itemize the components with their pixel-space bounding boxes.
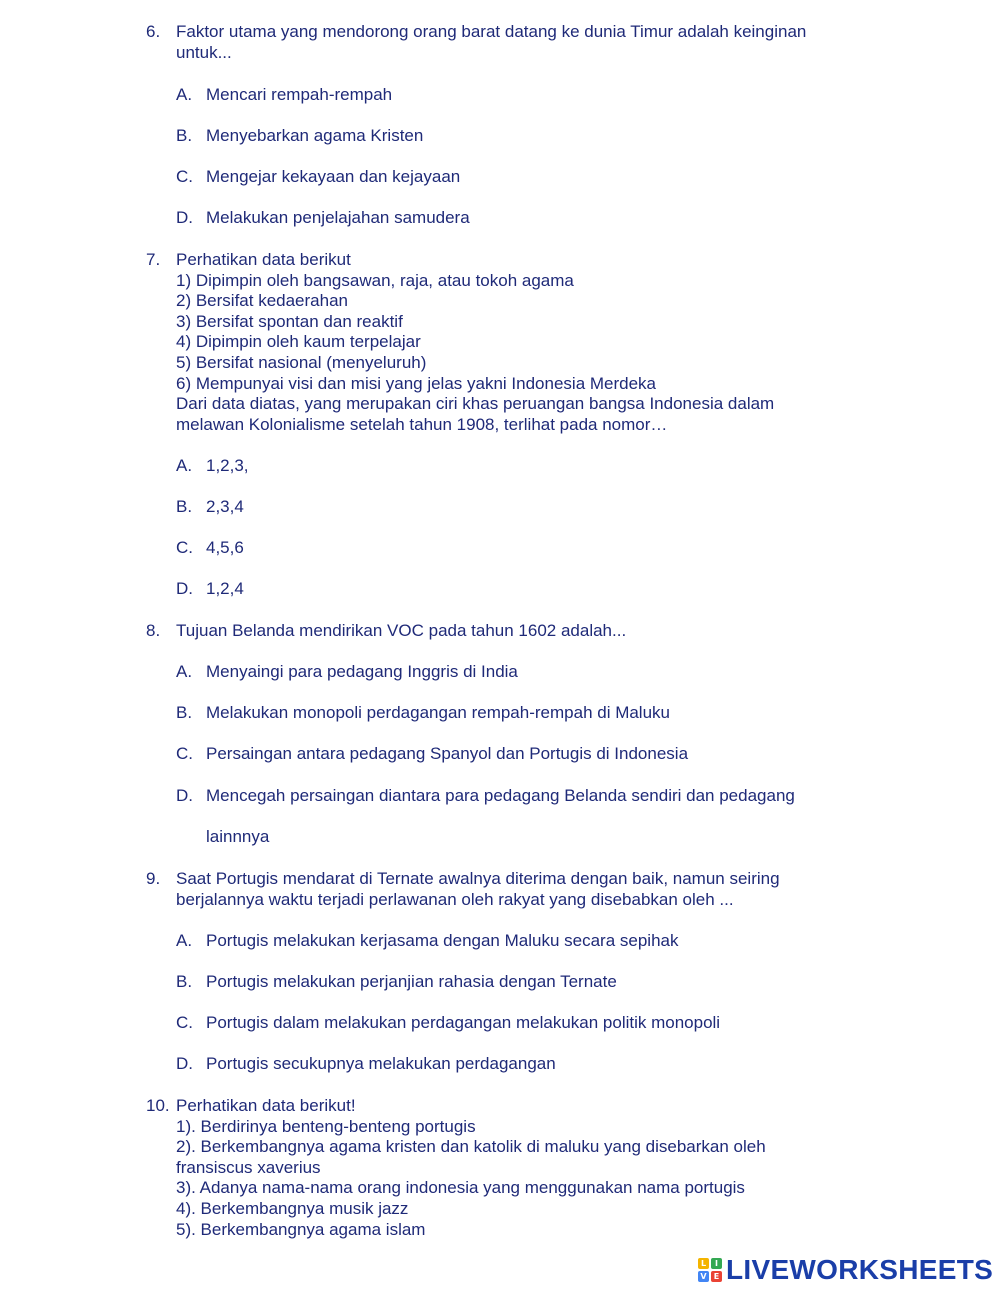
liveworksheets-icon: [698, 1258, 722, 1282]
question-text-line: untuk...: [176, 42, 232, 62]
option-8d[interactable]: [176, 786, 856, 807]
option-letter: A.: [176, 931, 193, 950]
question-text-line: berjalannya waktu terjadi perlawanan oleh rakyat yang disebabkan oleh ...: [176, 889, 734, 909]
question-text-line: melawan Kolonialisme setelah tahun 1908, terlihat pada nomor…: [176, 414, 668, 434]
option-text: Melakukan penjelajahan samudera: [206, 208, 470, 227]
option-letter: C.: [176, 1013, 193, 1032]
question-text-line: Dari data diatas, yang merupakan ciri khas peruangan bangsa Indonesia dalam: [176, 394, 775, 414]
option-8b[interactable]: [176, 703, 856, 724]
option-9a[interactable]: [176, 931, 856, 952]
option-letter: B.: [176, 497, 193, 516]
logo-tile-l: L: [698, 1258, 709, 1269]
data-item: 1) Dipimpin oleh bangsawan, raja, atau tokoh agama: [176, 270, 574, 290]
option-letter: B.: [176, 126, 193, 145]
data-item: 1). Berdirinya benteng-benteng portugis: [176, 1116, 476, 1136]
option-7b[interactable]: [176, 497, 856, 518]
option-text: 2,3,4: [206, 497, 244, 516]
question-text-line: Saat Portugis mendarat di Ternate awalnya diterima dengan baik, namun seiring: [176, 869, 780, 888]
option-text: Portugis melakukan perjanjian rahasia dengan Ternate: [206, 972, 617, 991]
question-text-line: Perhatikan data berikut!: [176, 1096, 356, 1115]
data-item: 6) Mempunyai visi dan misi yang jelas yakni Indonesia Merdeka: [176, 373, 657, 393]
option-letter: C.: [176, 167, 193, 186]
option-text: 4,5,6: [206, 538, 244, 557]
data-item: 2). Berkembangnya agama kristen dan katolik di maluku yang disebarkan oleh: [176, 1137, 766, 1157]
option-text: Portugis melakukan kerjasama dengan Maluku secara sepihak: [206, 931, 679, 950]
logo-tile-e: E: [711, 1271, 722, 1282]
logo-tile-v: V: [698, 1271, 709, 1282]
option-letter: A.: [176, 662, 193, 681]
question-text-line: Perhatikan data berikut: [176, 250, 351, 269]
option-text: Portugis secukupnya melakukan perdagangan: [206, 1054, 556, 1073]
option-text: Mencari rempah-rempah: [206, 85, 393, 104]
question-7: [146, 250, 846, 435]
option-text: Melakukan monopoli perdagangan rempah-rempah di Maluku: [206, 703, 670, 722]
option-letter: D.: [176, 579, 193, 598]
option-letter: D.: [176, 786, 193, 805]
data-item: 4). Berkembangnya musik jazz: [176, 1198, 409, 1218]
option-letter: B.: [176, 703, 193, 722]
option-letter: C.: [176, 744, 193, 763]
option-letter: D.: [176, 1054, 193, 1073]
option-9b[interactable]: [176, 972, 856, 993]
option-letter: B.: [176, 972, 193, 991]
option-text: Portugis dalam melakukan perdagangan melakukan politik monopoli: [206, 1013, 721, 1032]
option-8d-continuation: lainnnya: [206, 827, 270, 846]
option-letter: D.: [176, 208, 193, 227]
data-item: 3) Bersifat spontan dan reaktif: [176, 311, 403, 331]
option-6c[interactable]: [176, 167, 856, 188]
option-text: Menyaingi para pedagang Inggris di India: [206, 662, 518, 681]
option-text: Mengejar kekayaan dan kejayaan: [206, 167, 461, 186]
question-number: 8.: [146, 621, 161, 640]
option-6b[interactable]: [176, 126, 856, 147]
data-item: 5) Bersifat nasional (menyeluruh): [176, 352, 427, 372]
brand-name: LIVEWORKSHEETS: [726, 1254, 994, 1285]
option-letter: A.: [176, 85, 193, 104]
question-text-line: Tujuan Belanda mendirikan VOC pada tahun 1602 adalah...: [176, 621, 627, 640]
option-7d[interactable]: [176, 579, 856, 600]
question-text-line: Faktor utama yang mendorong orang barat datang ke dunia Timur adalah keinginan: [176, 22, 807, 41]
data-item: fransiscus xaverius: [176, 1157, 321, 1177]
question-number: 7.: [146, 250, 161, 269]
question-6: [146, 22, 846, 63]
option-7c[interactable]: [176, 538, 856, 559]
question-9: [146, 869, 846, 910]
option-letter: C.: [176, 538, 193, 557]
option-text: Persaingan antara pedagang Spanyol dan Portugis di Indonesia: [206, 744, 689, 763]
option-9d[interactable]: [176, 1054, 856, 1075]
option-6a[interactable]: [176, 85, 856, 106]
option-8a[interactable]: [176, 662, 856, 683]
data-item: 3). Adanya nama-nama orang indonesia yang menggunakan nama portugis: [176, 1178, 745, 1198]
question-number: 9.: [146, 869, 161, 888]
logo-tile-i: I: [711, 1258, 722, 1269]
option-letter: A.: [176, 456, 193, 475]
liveworksheets-logo[interactable]: [698, 1255, 993, 1285]
option-text: 1,2,3,: [206, 456, 249, 475]
option-text: 1,2,4: [206, 579, 244, 598]
question-10: [146, 1096, 846, 1240]
data-item: 2) Bersifat kedaerahan: [176, 291, 348, 311]
option-6d[interactable]: [176, 208, 856, 229]
question-8: [146, 621, 846, 642]
question-number: 10.: [146, 1096, 170, 1115]
option-7a[interactable]: [176, 456, 856, 477]
option-8c[interactable]: [176, 744, 856, 765]
question-number: 6.: [146, 22, 161, 41]
option-text: Menyebarkan agama Kristen: [206, 126, 424, 145]
option-text: Mencegah persaingan diantara para pedagang Belanda sendiri dan pedagang: [206, 786, 795, 805]
data-item: 4) Dipimpin oleh kaum terpelajar: [176, 332, 421, 352]
data-item: 5). Berkembangnya agama islam: [176, 1219, 426, 1239]
option-9c[interactable]: [176, 1013, 856, 1034]
